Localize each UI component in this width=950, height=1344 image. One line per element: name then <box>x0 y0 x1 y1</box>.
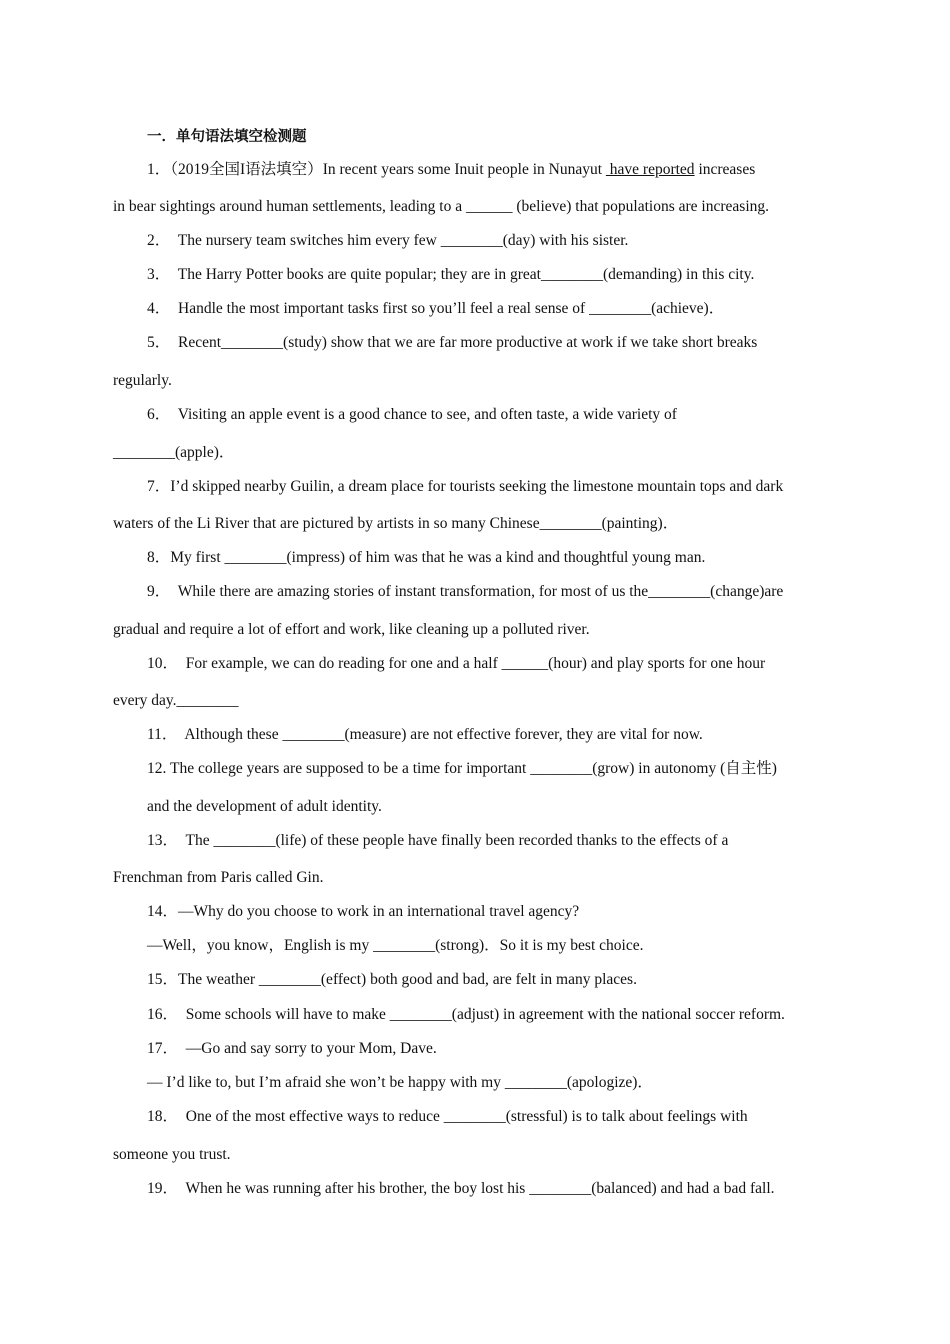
question-6-line-1: 6． Visiting an apple event is a good chance to see, and often taste, a wide variety of <box>147 406 677 423</box>
question-12-line-2: and the development of adult identity. <box>147 798 382 815</box>
question-12-line-1: 12. The college years are supposed to be a time for important ________(grow) in autonomy (自主性) <box>147 760 777 777</box>
question-5-line-2: regularly. <box>113 372 172 389</box>
question-1-line-1 <box>147 160 755 180</box>
question-18-line-1: 18． One of the most effective ways to reduce ________(stressful) is to talk about feelings with <box>147 1108 748 1125</box>
question-text: increases <box>694 161 756 178</box>
question-text: In recent years some Inuit people in Nunayut <box>322 161 606 178</box>
question-13-line-1: 13． The ________(life) of these people have finally been recorded thanks to the effects of a <box>147 832 729 849</box>
question-19: 19． When he was running after his brother, the boy lost his ________(balanced) and had a bad fall. <box>147 1180 775 1197</box>
question-text: (believe) that populations are increasing. <box>512 198 769 215</box>
question-3: 3． The Harry Potter books are quite popular; they are in great________(demanding) in this city. <box>147 266 755 283</box>
question-17-line-1: 17． —Go and say sorry to your Mom, Dave. <box>147 1040 437 1057</box>
question-17-line-2: — I’d like to, but I’m afraid she won’t be happy with my ________(apologize)． <box>147 1074 653 1091</box>
filled-answer: have reported <box>605 161 695 178</box>
question-5-line-1: 5． Recent________(study) show that we are far more productive at work if we take short breaks <box>147 334 758 351</box>
question-source: （2019全国I语法填空） <box>170 161 323 178</box>
question-14-line-1: 14．—Why do you choose to work in an international travel agency? <box>147 903 580 920</box>
question-7-line-2: waters of the Li River that are pictured by artists in so many Chinese________(painting)． <box>113 515 679 532</box>
question-9-line-1: 9． While there are amazing stories of instant transformation, for most of us the________(change)are <box>147 583 784 600</box>
question-15: 15．The weather ________(effect) both good and bad, are felt in many places. <box>147 971 637 988</box>
question-4: 4． Handle the most important tasks first so you’ll feel a real sense of ________(achieve)． <box>147 300 725 317</box>
question-9-line-2: gradual and require a lot of effort and work, like cleaning up a polluted river. <box>113 621 590 638</box>
question-11: 11． Although these ________(measure) are not effective forever, they are vital for now. <box>147 726 703 743</box>
section-title: 一．单句语法填空检测题 <box>147 129 307 145</box>
question-18-line-2: someone you trust. <box>113 1146 231 1163</box>
question-13-line-2: Frenchman from Paris called Gin. <box>113 869 324 886</box>
question-16: 16． Some schools will have to make ________(adjust) in agreement with the national soccer reform. <box>147 1006 785 1023</box>
question-14-line-2: —Well，you know，English is my ________(strong)．So it is my best choice. <box>147 937 644 954</box>
question-6-line-2: ________(apple)． <box>113 444 235 461</box>
question-8: 8．My first ________(impress) of him was that he was a kind and thoughtful young man. <box>147 549 706 566</box>
question-10-line-2: every day.________ <box>113 692 239 709</box>
question-10-line-1: 10． For example, we can do reading for one and a half ______(hour) and play sports for one hour <box>147 655 766 672</box>
question-text: in bear sightings around human settlements, leading to a <box>113 198 466 215</box>
question-number: 1． <box>147 161 171 178</box>
question-1-line-2 <box>113 197 769 217</box>
question-2: 2． The nursery team switches him every few ________(day) with his sister. <box>147 232 629 249</box>
answer-blank: ______ <box>465 198 513 215</box>
question-7-line-1: 7．I’d skipped nearby Guilin, a dream place for tourists seeking the limestone mountain tops and dark <box>147 478 784 495</box>
